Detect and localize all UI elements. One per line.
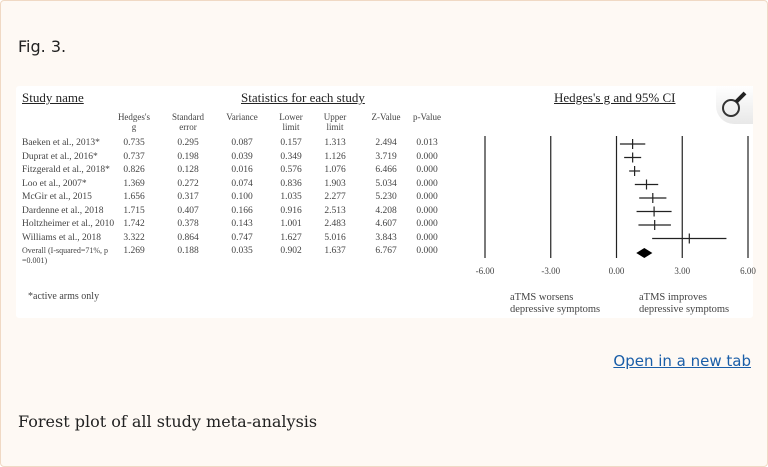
x-tick-label: 0.00	[608, 266, 625, 276]
cell-p: 0.000	[416, 178, 438, 189]
overall-diamond	[636, 248, 652, 258]
x-tick-label: 3.00	[674, 266, 691, 276]
column-header-line: Upper	[323, 112, 347, 122]
cell-se: 0.864	[177, 232, 199, 243]
cell-p: 0.000	[416, 151, 438, 162]
cell-z: 3.843	[375, 232, 397, 243]
column-header-line: Z-Value	[371, 112, 401, 122]
cell-var: 0.039	[231, 151, 253, 162]
cell-lo: 0.157	[280, 138, 302, 148]
plot-header: Hedges's g and 95% CI	[554, 90, 676, 105]
column-header-line: limit	[326, 122, 344, 132]
column-header	[402, 112, 452, 122]
cell-var: 0.166	[231, 205, 253, 216]
column-header-line: Hedges's	[117, 112, 151, 122]
cell-hi: 2.277	[324, 192, 346, 202]
cell-hi: 1.076	[324, 165, 346, 175]
figure-caption: Forest plot of all study meta-analysis	[18, 412, 318, 431]
study-name: Dardenne et al., 2018	[22, 205, 104, 216]
cell-lo: 0.576	[280, 165, 302, 175]
cell-var: 0.747	[231, 232, 253, 243]
cell-hi: 5.016	[324, 232, 346, 243]
cell-g: 1.742	[123, 219, 145, 229]
cell-var: 0.100	[231, 192, 253, 202]
study-name: Holtzheimer et al., 2010	[22, 219, 115, 229]
column-header	[310, 112, 360, 132]
footnote: *active arms only	[28, 291, 100, 302]
cell-var: 0.087	[231, 138, 253, 148]
overall-label-line: Overall (I-squared=71%, p	[22, 246, 109, 255]
cell-lo: 1.001	[280, 219, 302, 229]
column-header-line: Lower	[279, 112, 303, 122]
forest-plot-figure[interactable]	[16, 86, 756, 318]
study-name: Loo et al., 2007*	[22, 178, 87, 189]
study-name: Duprat et al., 2016*	[22, 151, 98, 162]
cell-se: 0.128	[177, 165, 199, 175]
cell-lo: 0.349	[280, 151, 302, 162]
right-label-line: depressive symptoms	[639, 304, 730, 315]
cell-p: 0.000	[416, 165, 438, 175]
overall-se: 0.188	[177, 246, 199, 256]
cell-var: 0.016	[231, 165, 253, 175]
cell-se: 0.198	[177, 151, 199, 162]
cell-z: 4.607	[375, 219, 397, 229]
cell-hi: 1.126	[324, 151, 346, 162]
column-header	[163, 112, 213, 132]
study-name: Williams et al., 2018	[22, 232, 102, 243]
cell-z: 6.466	[375, 165, 397, 175]
cell-hi: 1.313	[324, 138, 346, 148]
column-header	[266, 112, 316, 132]
cell-g: 1.715	[123, 205, 145, 216]
study-name: McGir et al., 2015	[22, 192, 92, 202]
overall-g: 1.269	[123, 246, 145, 256]
cell-g: 0.826	[123, 165, 145, 175]
right-label-line: aTMS improves	[639, 292, 707, 303]
cell-var: 0.143	[231, 219, 253, 229]
cell-se: 0.378	[177, 219, 199, 229]
column-header-line: Variance	[226, 112, 258, 122]
cell-se: 0.407	[177, 205, 199, 216]
x-tick-label: 6.00	[740, 266, 756, 276]
stats-header: Statistics for each study	[241, 90, 365, 105]
cell-g: 0.735	[123, 138, 145, 148]
cell-p: 0.013	[416, 138, 438, 148]
cell-p: 0.000	[416, 205, 438, 216]
figure-label: Fig. 3.	[18, 37, 67, 56]
study-name-header: Study name	[22, 90, 84, 105]
column-header-line: limit	[282, 122, 300, 132]
overall-var: 0.035	[231, 246, 253, 256]
cell-z: 4.208	[375, 205, 397, 216]
cell-hi: 2.513	[324, 205, 346, 216]
overall-hi: 1.637	[324, 246, 346, 256]
overall-label	[22, 246, 108, 266]
cell-p: 0.000	[416, 232, 438, 243]
x-tick-label: -6.00	[475, 266, 495, 276]
cell-p: 0.000	[416, 219, 438, 229]
overall-p: 0.000	[416, 246, 438, 256]
cell-z: 2.494	[375, 138, 397, 148]
cell-g: 3.322	[123, 232, 145, 243]
cell-hi: 2.483	[324, 219, 346, 229]
cell-z: 5.230	[375, 192, 397, 202]
column-header	[109, 112, 159, 132]
overall-label-line: =0.001)	[22, 256, 48, 265]
cell-g: 1.656	[123, 192, 145, 202]
cell-se: 0.317	[177, 192, 199, 202]
cell-var: 0.074	[231, 178, 253, 189]
cell-se: 0.272	[177, 178, 199, 189]
left-label-line: depressive symptoms	[510, 304, 601, 315]
x-tick-label: -3.00	[541, 266, 561, 276]
study-name: Fitzgerald et al., 2018*	[22, 165, 110, 175]
cell-g: 1.369	[123, 178, 145, 189]
cell-g: 0.737	[123, 151, 145, 162]
column-header	[217, 112, 267, 122]
cell-p: 0.000	[416, 192, 438, 202]
study-name: Baeken et al., 2013*	[22, 138, 100, 148]
column-header-line: error	[179, 122, 197, 132]
cell-z: 3.719	[375, 151, 397, 162]
cell-lo: 0.836	[280, 178, 302, 189]
cell-hi: 1.903	[324, 178, 346, 189]
overall-z: 6.767	[375, 246, 397, 256]
cell-lo: 1.035	[280, 192, 302, 202]
column-header-line: Standard	[172, 112, 204, 122]
overall-lo: 0.902	[280, 246, 302, 256]
column-header-line: g	[131, 122, 137, 132]
cell-lo: 1.627	[280, 232, 302, 243]
cell-se: 0.295	[177, 138, 199, 148]
cell-z: 5.034	[375, 178, 397, 189]
open-in-new-tab-link[interactable]: Open in a new tab	[613, 352, 751, 370]
cell-lo: 0.916	[280, 205, 302, 216]
left-label-line: aTMS worsens	[510, 292, 574, 303]
column-header-line: p-Value	[413, 112, 441, 122]
